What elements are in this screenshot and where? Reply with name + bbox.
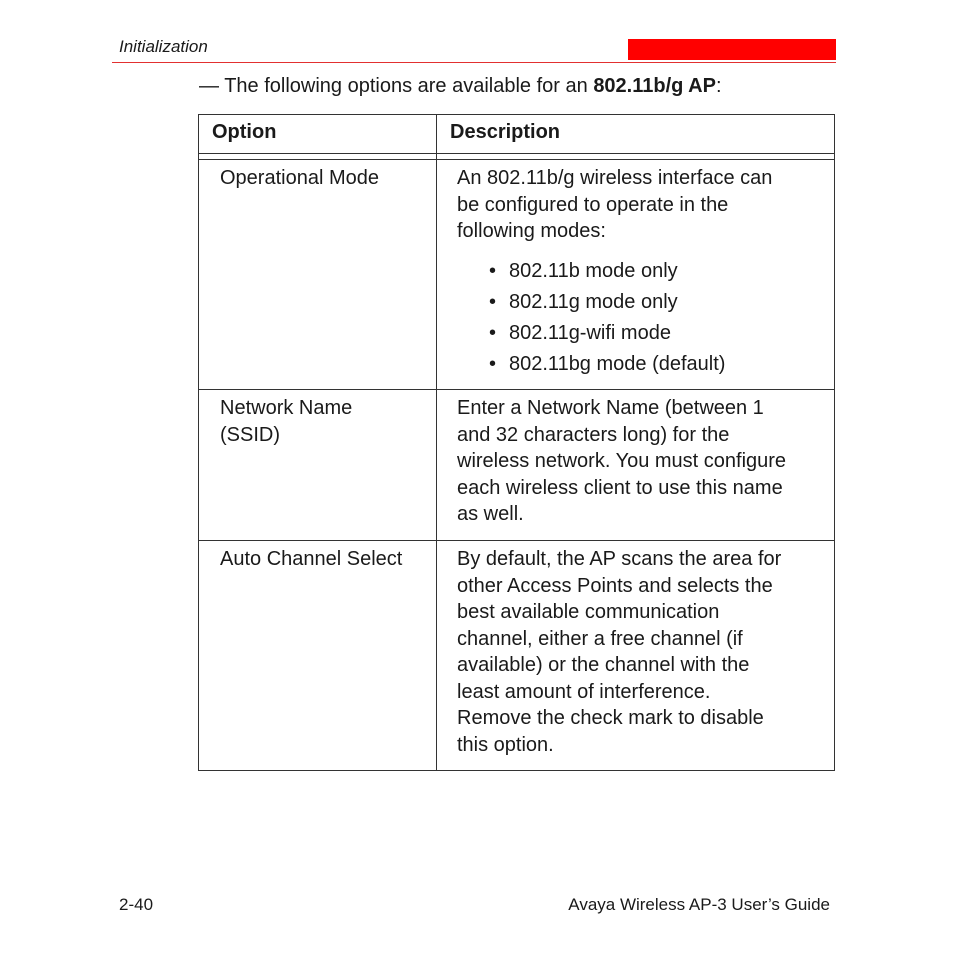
spacer-cell-description — [437, 154, 834, 159]
bullet-icon: • — [489, 321, 497, 344]
intro-prefix: — The following options are available for an — [199, 75, 594, 97]
description-line: Enter a Network Name (between 1 — [457, 397, 764, 419]
column-header-description: Description — [450, 121, 561, 143]
list-item — [489, 349, 826, 380]
intro-emphasis: 802.11b/g AP — [593, 75, 716, 97]
description-line: as well. — [457, 503, 524, 525]
section-title: Initialization — [119, 37, 208, 56]
description-cell — [437, 541, 834, 770]
description-line: least amount of interference. — [457, 680, 711, 703]
description-line: Remove the check mark to disable — [457, 707, 764, 729]
description-line: this option. — [457, 733, 554, 756]
bullet-icon: • — [489, 259, 497, 282]
option-name: Auto Channel Select — [220, 548, 403, 570]
mode-label: 802.11bg mode (default) — [509, 352, 726, 375]
option-cell — [199, 160, 437, 389]
description-line: other Access Points and selects the — [457, 574, 773, 597]
spacer-cell-option — [199, 154, 437, 159]
header-rule — [112, 62, 836, 63]
mode-label: 802.11b mode only — [509, 259, 678, 282]
bullet-icon: • — [489, 290, 497, 313]
description-line: An 802.11b/g wireless interface can — [457, 167, 773, 189]
table-row — [199, 160, 834, 390]
column-header-option: Option — [199, 115, 437, 153]
list-item — [489, 318, 826, 349]
description-line: available) or the channel with the — [457, 654, 750, 676]
option-cell — [199, 390, 437, 540]
header-accent-bar — [628, 39, 836, 60]
options-table — [198, 114, 835, 771]
description-line: be configured to operate in the — [457, 193, 729, 216]
mode-list — [457, 256, 826, 380]
description-line: wireless network. You must configure — [457, 450, 787, 472]
list-item — [489, 256, 826, 287]
description-line: following modes: — [457, 220, 606, 242]
intro-sentence — [199, 75, 722, 98]
description-line: best available communication — [457, 601, 720, 623]
mode-label: 802.11g mode only — [509, 290, 678, 313]
bullet-icon: • — [489, 352, 497, 375]
description-cell — [437, 160, 834, 389]
description-line: channel, either a free channel (if — [457, 627, 743, 650]
guide-title: Avaya Wireless AP-3 User’s Guide — [568, 895, 830, 914]
table-row — [199, 541, 834, 770]
list-item — [489, 287, 826, 318]
description-line: By default, the AP scans the area for — [457, 548, 782, 570]
description-line: each wireless client to use this name — [457, 476, 783, 499]
option-name: Operational Mode — [220, 167, 379, 189]
option-name-line: (SSID) — [220, 423, 280, 446]
intro-suffix: : — [715, 75, 722, 97]
description-cell — [437, 390, 834, 540]
table-header-row — [199, 115, 834, 154]
mode-label: 802.11g-wifi mode — [509, 321, 671, 344]
option-name-line: Network Name — [220, 397, 353, 419]
description-line: and 32 characters long) for the — [457, 423, 730, 446]
table-row — [199, 390, 834, 541]
option-cell — [199, 541, 437, 770]
page-number: 2-40 — [119, 895, 154, 914]
